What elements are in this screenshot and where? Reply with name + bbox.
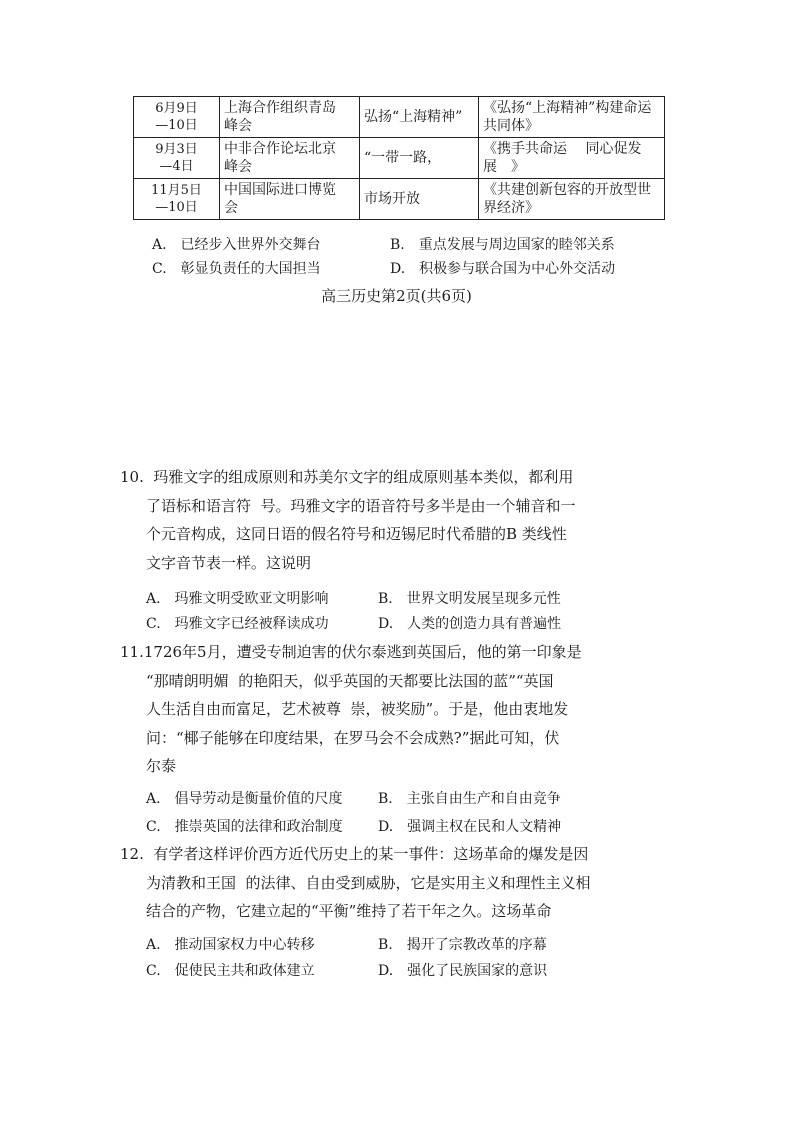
question-11	[120, 638, 580, 781]
question-10	[120, 463, 580, 577]
question-12	[120, 840, 591, 926]
table-row	[134, 179, 665, 220]
q11-option-b: B. 主张自由生产和自由竞争	[378, 791, 561, 807]
table-cell-event: 中国国际进口博览 会	[220, 179, 360, 220]
question-text-line: 问：“椰子能够在印度结果，在罗马会不会成熟?”据此可知，伏	[146, 728, 560, 747]
table-cell-theme: 弘扬“上海精神”	[360, 97, 479, 138]
table-cell-speech: 《携手共命运 同心促发 展 》	[479, 138, 665, 179]
q9-option-b: B. 重点发展与周边国家的睦邻关系	[390, 237, 615, 253]
q10-option-a: A. 玛雅文明受欧亚文明影响	[146, 591, 329, 607]
question-text-line: 结合的产物，它建立起的“平衡”维持了若干年之久。这场革命	[146, 902, 552, 920]
q9-option-c: C. 彰显负责任的大国担当	[152, 261, 321, 277]
table-cell-speech: 《弘扬“上海精神”构建命运 共同体》	[479, 97, 665, 138]
question-text-line: “那晴朗明媚 的艳阳天，似乎英国的天都要比法国的蓝”“英国	[146, 671, 554, 690]
question-text-line: 文字音节表一样。这说明	[146, 553, 312, 572]
question-text-line: 10. 玛雅文字的组成原则和苏美尔文字的组成原则基本类似，都利用	[120, 468, 574, 486]
q11-option-c: C. 推崇英国的法律和政治制度	[146, 819, 343, 835]
table-cell-event: 上海合作组织青岛 峰会	[220, 97, 360, 138]
page-footer: 高三历史第2页(共6页)	[321, 287, 472, 305]
q9-option-d: D. 积极参与联合国为中心外交活动	[390, 261, 616, 277]
table-cell-theme: 市场开放	[360, 179, 479, 220]
question-text-line: 人生活自由而富足，艺术被尊 崇，被奖励”。于是，他由衷地发	[146, 700, 569, 718]
question-text-line: 尔泰	[146, 757, 177, 775]
question-text-line: 个元音构成，这同日语的假名符号和迈锡尼时代希腊的B 类线性	[146, 525, 567, 543]
q10-option-b: B. 世界文明发展呈现多元性	[378, 591, 561, 607]
table-cell-speech: 《共建创新包容的开放型世 界经济》	[479, 179, 665, 220]
question-text-line: 11.1726年5月，遭受专制迫害的伏尔泰逃到英国后，他的第一印象是	[120, 643, 582, 661]
question-text-line: 了语标和语言符 号。玛雅文字的语音符号多半是由一个辅音和一	[146, 496, 576, 515]
question-text-line: 12. 有学者这样评价西方近代历史上的某一事件：这场革命的爆发是因	[120, 845, 589, 863]
question-text-line: 为清教和王国 的法律、自由受到威胁，它是实用主义和理性主义相	[146, 873, 591, 892]
table-cell-date: 11月5日 —10日	[134, 179, 220, 220]
table-row	[134, 97, 665, 138]
table-row	[134, 138, 665, 179]
q10-option-c: C. 玛雅文字已经被释读成功	[146, 616, 329, 632]
q12-option-c: C. 促使民主共和政体建立	[146, 963, 315, 979]
q12-option-a: A. 推动国家权力中心转移	[146, 937, 315, 953]
q11-option-d: D. 强调主权在民和人文精神	[378, 819, 562, 835]
q9-option-a: A. 已经步入世界外交舞台	[152, 237, 321, 253]
table-cell-event: 中非合作论坛北京 峰会	[220, 138, 360, 179]
q12-option-b: B. 揭开了宗教改革的序幕	[378, 937, 547, 953]
table-cell-date: 6月9日 —10日	[134, 97, 220, 138]
summit-table	[133, 96, 665, 220]
q12-option-d: D. 强化了民族国家的意识	[378, 963, 548, 979]
q10-option-d: D. 人类的创造力具有普遍性	[378, 616, 562, 632]
table-cell-date: 9月3日 —4日	[134, 138, 220, 179]
q11-option-a: A. 倡导劳动是衡量价值的尺度	[146, 791, 343, 807]
table-cell-theme: “一带一路，	[360, 138, 479, 179]
